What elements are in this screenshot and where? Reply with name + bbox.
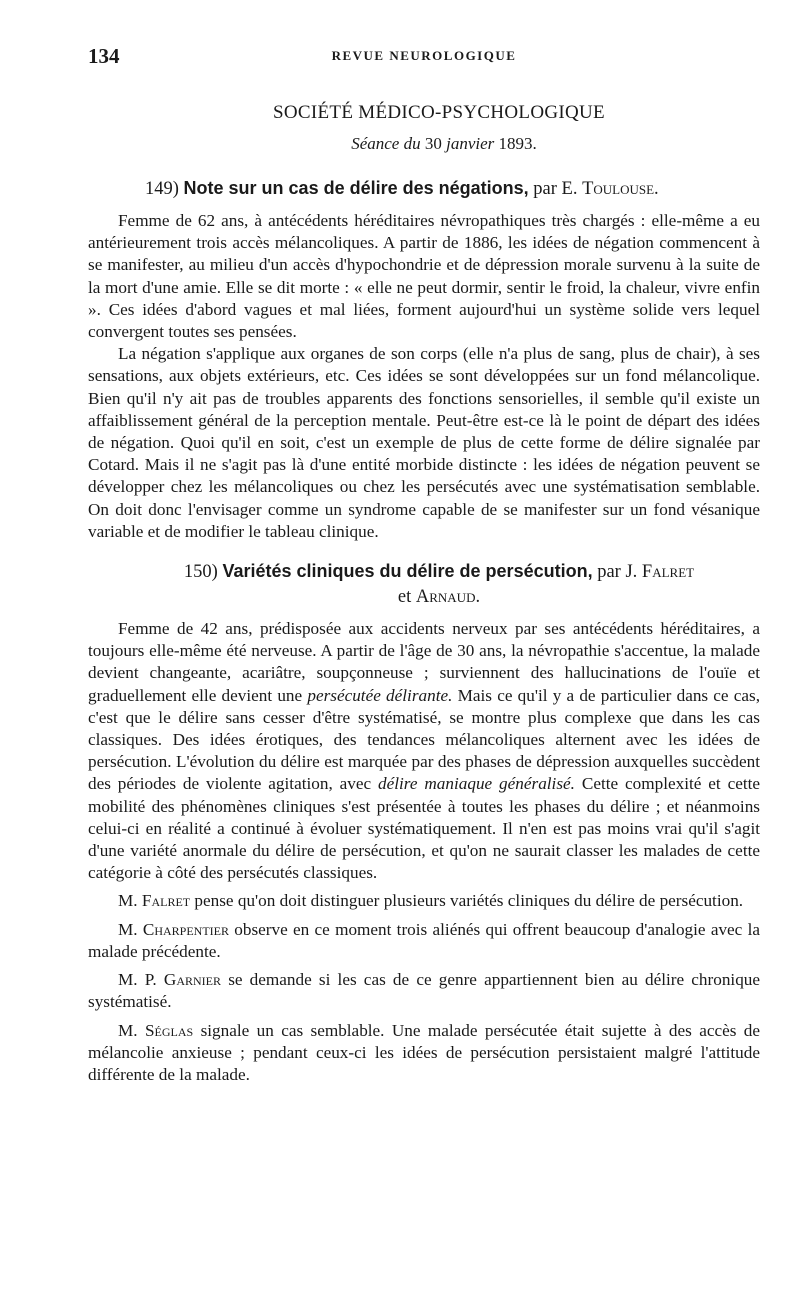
- text-run: Femme de 42 ans, prédisposée aux accidents nerveux par ses antécédents héréditaires, a toujours elle-même été nerveuse. A partir de l'âge de 30 ans, la névropathie s'accentue, la malade devient changeante, acariâtre, soupçonneuse ; surviennent des hallucinations de l'ouïe et graduellement elle devient une: [88, 619, 760, 705]
- session-year: 1893.: [498, 134, 537, 153]
- speaker-text: se demande si les cas de ce genre appartiennent bien au délire chronique systématisé.: [88, 970, 761, 1012]
- speaker-prefix: M.: [118, 919, 138, 939]
- italic-term: délire maniaque généralisé.: [378, 774, 575, 794]
- session-month: janvier: [446, 134, 495, 153]
- session-date: [128, 134, 760, 154]
- speaker-text: signale un cas semblable. Une malade persécutée était sujette à des accès de mélancolie anxieuse ; pendant ceux-ci les idées de persécution persistaient malgré l'attitude différente de la malade.: [88, 1020, 760, 1084]
- speaker-prefix: M.: [118, 1020, 138, 1040]
- session-label: Séance du: [351, 134, 421, 153]
- article-by: par J.: [597, 562, 638, 583]
- speaker-name: Garnier: [163, 970, 221, 990]
- discussion-garnier: [88, 969, 760, 1013]
- article-title: Variétés cliniques du délire de persécution,: [222, 561, 593, 582]
- article-number: 150): [183, 562, 218, 583]
- society-heading: SOCIÉTÉ MÉDICO-PSYCHOLOGIQUE: [273, 102, 605, 123]
- article-by: par E.: [533, 179, 578, 199]
- text-run: Cette complexité et cette mobilité des phénomènes cliniques s'est présentée à toutes les phases du délire ; et néanmoins celui-ci en réalité a continué à évoluer systématiquement. Il n'en est pas moins vrai qu'il s'agit d'une variété anormale du délire de persécution, et qu'on ne saurait classer les malades de cette catégorie à côté des persécutés classiques.: [88, 774, 761, 883]
- page-content: [88, 102, 760, 1086]
- speaker-name: Falret: [141, 891, 191, 911]
- speaker-text: pense qu'on doit distinguer plusieurs variétés cliniques du délire de persécution.: [194, 891, 744, 911]
- article-author-falret: Falret: [641, 562, 695, 583]
- text-run: Mais ce qu'il y a de particulier dans ce cas, c'est que le délire sans cesser d'être systématisé, se montre plus complexe que dans les cas classiques. Des idées érotiques, des tendances mélancoliques alternent avec les idées de persécution. L'évolution du délire est marquée par des phases de dépression auxquelles succèdent des périodes de violente agitation, avec: [88, 685, 761, 794]
- running-header: [88, 44, 760, 70]
- article-and: et: [397, 587, 412, 608]
- speaker-prefix: M. P.: [118, 970, 157, 990]
- speaker-name: Charpentier: [142, 919, 230, 939]
- discussion-seglas: [88, 1020, 760, 1087]
- page-number: 134: [88, 44, 120, 68]
- speaker-name: Séglas: [144, 1020, 194, 1040]
- article-author-arnaud: Arnaud.: [415, 587, 481, 608]
- article-title: Note sur un cas de délire des négations,: [183, 178, 529, 198]
- discussion-falret: [88, 890, 760, 912]
- journal-title: REVUE NEUROLOGIQUE: [331, 48, 517, 63]
- speaker-prefix: M.: [118, 891, 138, 911]
- article-150-title: [88, 559, 760, 610]
- session-day: 30: [424, 134, 442, 153]
- article-150-paragraph-1: [88, 618, 760, 884]
- article-149-paragraph-1: Femme de 62 ans, à antécédents héréditaires névropathiques très chargés : elle-même a eu antérieurement trois accès mélancoliques. A partir de 1886, les idées de négation commencent à se manifester, au milieu d'un accès d'hypochondrie et de dépression morale survenu à la suite de la mort d'une amie. Elle se dit morte : « elle ne peut dormir, sentir le froid, la chaleur, vivre enfin ». Ces idées d'abord vagues et mal liées, forment aujourd'hui un système solide vers lequel convergent toutes ses pensées.: [88, 211, 760, 342]
- italic-term: persécutée délirante.: [307, 685, 453, 705]
- speaker-text: observe en ce moment trois aliénés qui offrent beaucoup d'analogie avec la malade précédente.: [88, 919, 760, 961]
- article-149-paragraph-2: La négation s'applique aux organes de son corps (elle n'a plus de sang, plus de chair), à ses sensations, aux objets extérieurs, etc. Ces idées se sont développées sur un fond mélancolique. Bien qu'il n'y ait pas de troubles apparents des fonctions sensorielles, il semble qu'il existe un affaiblissement général de la perception mentale. Peut-être est-ce là le point de départ des idées de négation. Quoi qu'il en soit, c'est un exemple de plus de cette forme de délire signalée par Cotard. Mais il ne s'agit pas là d'une entité morbide distincte : les idées de négation peuvent se développer chez les mélancoliques ou chez les persécutés avec une systématisation semblable. On doit donc l'envisager comme un syndrome capable de se manifester sur un fond vésanique variable et de modifier le tableau clinique.: [88, 344, 760, 541]
- article-author: Toulouse.: [582, 179, 659, 199]
- article-number: 149): [145, 179, 179, 199]
- article-149-title: [88, 176, 760, 202]
- discussion-charpentier: [88, 919, 760, 963]
